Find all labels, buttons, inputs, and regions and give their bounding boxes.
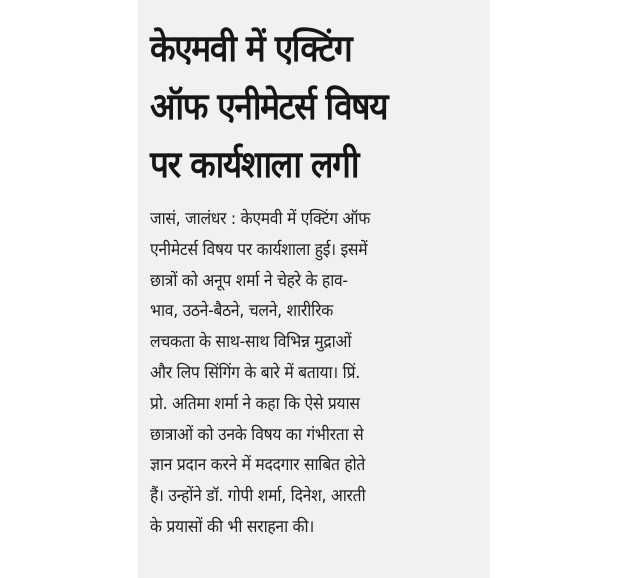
headline-line: केएमवी में एक्टिंग xyxy=(150,27,352,70)
article-body xyxy=(150,204,454,543)
body-line: और लिप सिंगिंग के बारे में बताया। प्रिं. xyxy=(150,362,361,383)
body-line: एनीमेटर्स विषय पर कार्यशाला हुई। इसमें xyxy=(150,239,368,260)
headline xyxy=(150,20,447,194)
body-line: के प्रयासों की भी सराहना की। xyxy=(150,516,314,537)
body-line: हैं। उन्होंने डॉ. गोपी शर्मा, दिनेश, आरती xyxy=(150,486,366,507)
body-line: जासं, जालंधर : केएमवी में एक्टिंग ऑफ xyxy=(150,209,371,229)
body-line: ज्ञान प्रदान करने में मददगार साबित होते xyxy=(150,455,366,476)
body-line: छात्राओं को उनके विषय का गंभीरता से xyxy=(150,424,364,445)
headline-line: पर कार्यशाला लगी xyxy=(150,143,359,186)
body-line: छात्रों को अनूप शर्मा ने चेहरे के हाव- xyxy=(150,270,348,291)
headline-line: ऑफ एनीमेटर्स विषय xyxy=(150,85,388,128)
body-line: लचकता के साथ-साथ विभिन्न मुद्राओं xyxy=(150,332,352,353)
body-line: प्रो. अतिमा शर्मा ने कहा कि ऐसे प्रयास xyxy=(150,393,360,414)
newspaper-clipping xyxy=(138,0,490,578)
body-line: भाव, उठने-बैठने, चलने, शारीरिक xyxy=(150,301,333,322)
